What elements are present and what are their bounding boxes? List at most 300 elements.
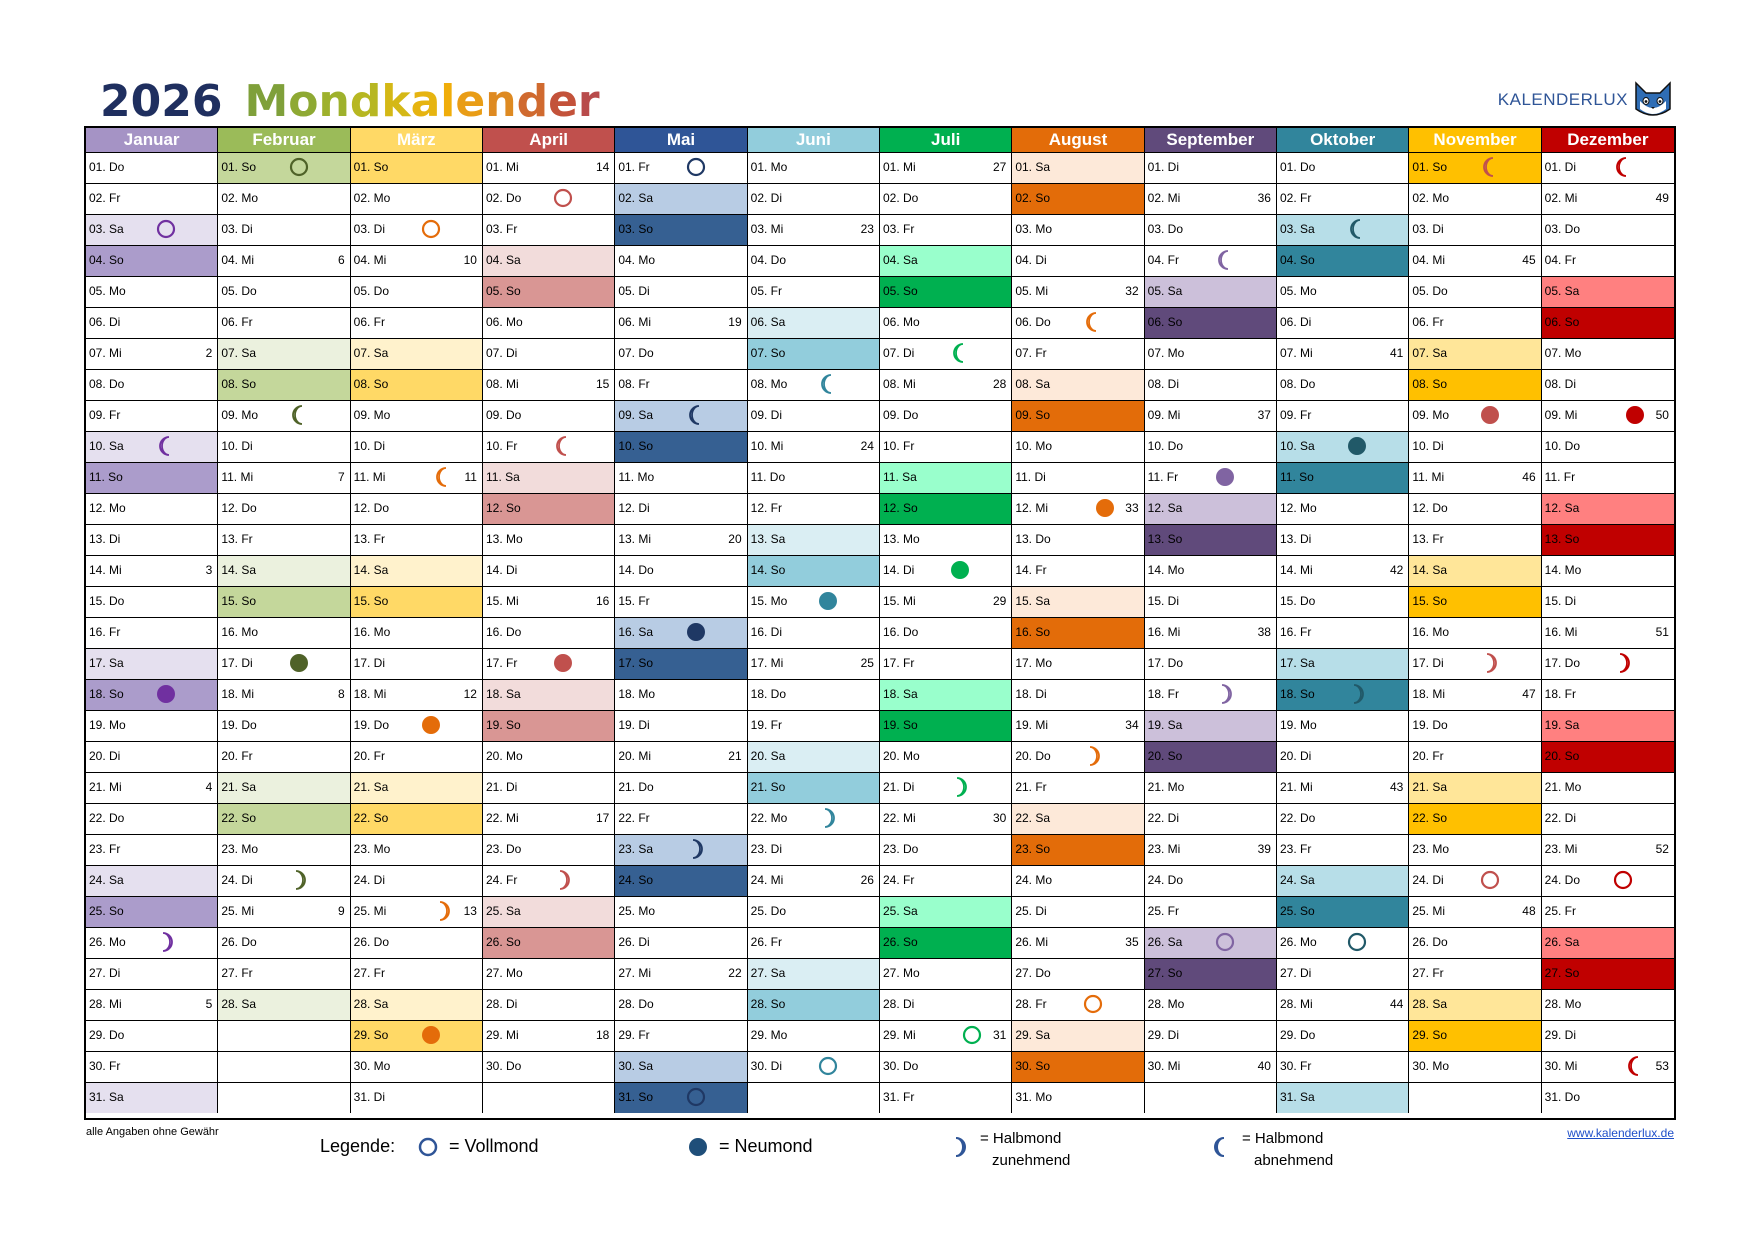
day-label: 22. Fr [618,811,650,825]
day-cell [748,276,880,307]
day-label: 21. Sa [221,780,257,794]
day-label: 03. Do [1544,222,1581,236]
day-cell [880,710,1012,741]
day-label: 29. Mi [883,1028,916,1042]
day-label: 23. Do [883,842,919,856]
day-label: 08. Mi [486,377,519,391]
day-label: 27. Di [89,966,121,980]
day-cell [1277,338,1409,369]
day-cell [1542,648,1674,679]
day-label: 06. Fr [221,315,253,329]
day-cell [351,586,483,617]
day-label: 11. Mi [353,470,386,484]
day-label: 04. Mi [1412,253,1446,267]
day-cell [1542,803,1674,834]
day-label: 03. Fr [883,222,915,236]
day-label: 05. Mi [1015,284,1049,298]
month-header: Oktober [1277,128,1409,152]
day-label: 29. Di [1544,1028,1577,1042]
day-cell [615,555,747,586]
day-label: 30. Sa [618,1059,654,1073]
month-header: Juni [748,128,880,152]
day-label: 24. Mi [750,873,784,887]
day-label: 10. Mo [1015,439,1053,453]
day-label: 22. Mo [750,811,788,825]
brand [1498,78,1674,122]
new-moon-icon [1214,466,1236,488]
day-cell [218,152,350,183]
day-cell [1277,493,1409,524]
day-label: 02. Fr [89,191,121,205]
day-cell [615,741,747,772]
title-letter: r [577,76,600,127]
day-cell [483,834,615,865]
day-cell [748,462,880,493]
waxing-half-moon-icon [1612,652,1634,674]
day-cell [483,710,615,741]
day-label: 14. Sa [353,563,389,577]
week-number: 44 [1389,997,1404,1011]
waning-half-moon-icon [1082,311,1104,333]
day-label: 21. Di [883,780,915,794]
day-label: 05. Mo [1280,284,1317,298]
day-cell [1012,679,1144,710]
day-label: 27. Mo [883,966,920,980]
day-label: 13. Di [89,532,121,546]
day-cell [1012,958,1144,989]
day-label: 23. Mo [221,842,259,856]
day-label: 27. Fr [221,966,253,980]
year-calendar-grid [84,126,1676,1120]
full-moon-icon [552,187,574,209]
day-cell [1409,586,1541,617]
day-label: 18. Sa [486,687,521,701]
day-label: 14. Di [486,563,518,577]
day-label: 03. Do [1147,222,1184,236]
day-label: 29. So [353,1028,389,1042]
month-column-märz [351,128,483,1118]
full-moon-icon [288,156,310,178]
week-number: 32 [1125,284,1139,298]
week-number: 2 [205,346,213,360]
day-cell [615,648,747,679]
day-cell [1145,338,1277,369]
day-cell [218,648,350,679]
day-cell [1542,524,1674,555]
month-column-september [1145,128,1277,1118]
day-label: 30. Mo [353,1059,391,1073]
waning-half-moon-icon [1479,156,1501,178]
day-cell [1145,276,1277,307]
day-label: 28. Mo [1544,997,1582,1011]
day-cell [615,245,747,276]
day-label: 08. Di [1544,377,1577,391]
day-cell [880,617,1012,648]
day-label: 02. Do [883,191,919,205]
day-cell [351,462,483,493]
day-cell [1145,307,1277,338]
day-cell [86,989,218,1020]
day-cell [615,214,747,245]
day-cell [218,958,350,989]
day-label: 19. Do [1412,718,1448,732]
day-cell [483,524,615,555]
waning-half-moon-icon [685,404,707,426]
day-cell [483,772,615,803]
day-cell [1012,772,1144,803]
day-cell [218,1020,350,1051]
day-cell [86,214,218,245]
day-label: 17. Di [221,656,253,670]
day-label: 07. Sa [353,346,389,360]
day-label: 10. Sa [89,439,124,453]
day-label: 09. Mo [1412,408,1450,422]
day-cell [615,524,747,555]
day-label: 24. Mo [1015,873,1053,887]
day-label: 13. Mo [883,532,920,546]
legend-waxing-text2: zunehmend [992,1152,1071,1169]
week-number: 52 [1655,842,1669,856]
day-label: 14. Mo [1544,563,1582,577]
month-header: Februar [218,128,350,152]
day-label: 13. Fr [1412,532,1444,546]
day-label: 23. Mo [353,842,391,856]
day-label: 19. Do [353,718,390,732]
day-cell [615,369,747,400]
day-label: 30. Do [883,1059,919,1073]
day-label: 23. Do [486,842,522,856]
day-cell [218,183,350,214]
day-label: 16. Fr [89,625,121,639]
day-cell [1277,648,1409,679]
day-cell [880,307,1012,338]
day-label: 29. So [1412,1028,1448,1042]
day-cell [483,276,615,307]
day-cell [1409,307,1541,338]
day-cell [615,679,747,710]
day-label: 24. Do [1147,873,1184,887]
full-moon-icon [685,1086,707,1108]
day-label: 20. Do [1015,749,1051,763]
day-cell [351,245,483,276]
day-label: 28. Mi [1280,997,1313,1011]
week-number: 47 [1522,687,1536,701]
day-label: 27. Do [1015,966,1051,980]
day-cell [483,617,615,648]
day-cell [1277,369,1409,400]
day-label: 20. So [1147,749,1183,763]
day-cell [1542,710,1674,741]
day-label: 07. Sa [221,346,257,360]
day-label: 20. Sa [750,749,786,763]
day-cell [483,927,615,958]
day-cell [1277,307,1409,338]
day-label: 25. Mi [1412,904,1446,918]
day-label: 16. Mo [221,625,259,639]
day-cell [86,1020,218,1051]
day-label: 18. Sa [883,687,918,701]
day-cell [1145,152,1277,183]
waning-half-moon-icon [949,342,971,364]
day-cell [1145,617,1277,648]
day-label: 04. Fr [1147,253,1179,267]
day-cell [86,679,218,710]
day-cell [1542,927,1674,958]
day-label: 12. Mo [89,501,126,515]
day-cell [748,710,880,741]
day-cell [615,617,747,648]
day-label: 16. Sa [618,625,654,639]
day-label: 18. Fr [1147,687,1179,701]
new-moon-icon [1346,435,1368,457]
day-label: 16. Do [486,625,522,639]
day-cell [1409,524,1541,555]
day-label: 20. Fr [1412,749,1444,763]
day-label: 30. So [1015,1059,1051,1073]
brand-name: KALENDERLUX [1497,90,1628,109]
day-cell [615,307,747,338]
day-cell [880,369,1012,400]
day-label: 03. Mi [750,222,784,236]
week-number: 15 [595,377,610,391]
day-cell [880,183,1012,214]
day-cell [1012,834,1144,865]
day-label: 26. Mo [89,935,126,949]
day-label: 08. Di [1147,377,1180,391]
full-moon-icon [417,1136,439,1158]
title-letter: a [410,76,441,127]
day-cell [1409,896,1541,927]
day-label: 21. Mi [89,780,122,794]
legend-waning-text1: = Halbmond [1242,1130,1324,1147]
day-cell [86,493,218,524]
day-label: 05. So [486,284,521,298]
day-cell [880,772,1012,803]
day-label: 18. So [89,687,124,701]
day-cell [351,307,483,338]
full-moon-icon [685,156,707,178]
day-label: 06. Mi [618,315,652,329]
title-year: 2026 [100,76,223,127]
day-cell [1409,1082,1541,1113]
week-number: 27 [992,160,1007,174]
day-label: 31. Sa [89,1090,124,1104]
day-label: 11. Sa [486,470,520,484]
day-cell [1409,276,1541,307]
day-label: 03. So [618,222,654,236]
day-cell [218,1082,350,1113]
day-label: 07. Di [883,346,915,360]
month-header: August [1012,128,1144,152]
new-moon-icon [1094,497,1116,519]
day-label: 11. Fr [1544,470,1576,484]
day-cell [1012,617,1144,648]
day-cell [86,617,218,648]
day-label: 02. Mi [1147,191,1181,205]
waxing-half-moon-icon [1479,652,1501,674]
week-number: 40 [1257,1059,1271,1073]
day-cell [351,679,483,710]
week-number: 5 [205,997,213,1011]
day-cell [1277,896,1409,927]
website-link[interactable]: www.kalenderlux.de [1567,1126,1674,1140]
day-label: 19. Di [618,718,650,732]
day-cell [483,183,615,214]
day-cell [748,772,880,803]
day-label: 22. Sa [1015,811,1051,825]
day-label: 11. Mi [221,470,254,484]
day-cell [1542,462,1674,493]
day-cell [615,1051,747,1082]
day-label: 03. Sa [89,222,124,236]
day-cell [218,524,350,555]
day-cell [86,927,218,958]
day-label: 10. Di [1412,439,1444,453]
day-label: 06. Di [1280,315,1312,329]
day-label: 13. Fr [353,532,385,546]
day-label: 23. Fr [1280,842,1312,856]
week-number: 13 [463,904,477,918]
day-cell [1145,400,1277,431]
day-label: 29. Di [1147,1028,1180,1042]
day-label: 21. Fr [1015,780,1047,794]
day-cell [1277,524,1409,555]
day-label: 19. Sa [1147,718,1183,732]
new-moon-icon [817,590,839,612]
day-cell [1145,958,1277,989]
day-cell [1277,400,1409,431]
waning-half-moon-icon [288,404,310,426]
week-number: 8 [337,687,345,701]
day-label: 27. Fr [353,966,385,980]
day-label: 07. Mi [89,346,122,360]
day-label: 05. Do [221,284,257,298]
day-label: 26. Mi [1015,935,1049,949]
day-label: 15. Fr [618,594,650,608]
day-label: 04. Mi [221,253,255,267]
day-label: 18. Mi [1412,687,1446,701]
day-cell [880,152,1012,183]
day-label: 03. Di [1412,222,1444,236]
day-cell [615,276,747,307]
day-cell [748,245,880,276]
day-cell [1145,493,1277,524]
day-label: 09. Do [883,408,919,422]
day-cell [218,927,350,958]
day-label: 19. Mo [89,718,126,732]
cat-logo-icon [1632,79,1674,121]
day-cell [218,586,350,617]
day-cell [1542,865,1674,896]
day-cell [483,400,615,431]
day-label: 20. Mo [486,749,523,763]
day-cell [1542,617,1674,648]
day-label: 08. So [353,377,389,391]
title-letter: d [516,76,549,127]
day-label: 01. Mo [750,160,788,174]
month-column-mai [615,128,747,1118]
day-cell [1145,741,1277,772]
day-cell [483,586,615,617]
day-label: 17. Fr [883,656,915,670]
day-cell [86,462,218,493]
day-label: 12. So [883,501,918,515]
day-label: 05. So [883,284,918,298]
day-label: 30. Mi [1147,1059,1181,1073]
week-number: 6 [337,253,345,267]
day-label: 08. Mo [750,377,788,391]
day-cell [483,338,615,369]
day-label: 27. Di [1280,966,1312,980]
week-number: 17 [595,811,610,825]
day-label: 20. Fr [221,749,253,763]
day-cell [483,245,615,276]
day-label: 15. So [353,594,389,608]
day-label: 11. So [1280,470,1314,484]
day-label: 18. Mi [353,687,387,701]
day-label: 01. Mi [486,160,519,174]
day-label: 06. So [1147,315,1183,329]
day-label: 26. Sa [1544,935,1580,949]
day-label: 13. Di [1280,532,1312,546]
day-label: 13. Mo [486,532,523,546]
day-label: 21. Mo [1544,780,1582,794]
day-cell [1277,245,1409,276]
day-cell [86,1051,218,1082]
legend-new-moon-text: = Neumond [719,1136,813,1156]
week-number: 16 [595,594,610,608]
day-cell [748,1020,880,1051]
day-cell [1409,1020,1541,1051]
day-label: 04. Mo [618,253,656,267]
week-number: 24 [860,439,874,453]
day-cell [218,307,350,338]
day-label: 23. Sa [618,842,654,856]
day-label: 23. So [1015,842,1051,856]
day-cell [86,865,218,896]
month-column-januar [86,128,218,1118]
new-moon-icon [1479,404,1501,426]
day-cell [218,741,350,772]
day-cell [1542,555,1674,586]
day-cell [1277,1051,1409,1082]
full-moon-icon [1612,869,1634,891]
day-cell [1542,276,1674,307]
day-label: 22. Do [1280,811,1316,825]
day-cell [483,493,615,524]
day-cell [86,741,218,772]
day-cell [1145,462,1277,493]
month-column-august [1012,128,1144,1118]
day-label: 02. Sa [618,191,654,205]
day-label: 06. Mo [486,315,523,329]
day-label: 18. Fr [1544,687,1576,701]
day-label: 07. Mo [1147,346,1185,360]
day-cell [1012,462,1144,493]
day-label: 29. Mo [750,1028,788,1042]
day-cell [1277,555,1409,586]
day-label: 06. Fr [353,315,385,329]
day-label: 27. So [1147,966,1183,980]
day-label: 02. Mi [1544,191,1578,205]
day-cell [1542,1020,1674,1051]
day-label: 24. Do [1544,873,1581,887]
waxing-half-moon-icon [1082,745,1104,767]
day-cell [1277,834,1409,865]
day-cell [1542,431,1674,462]
day-cell [1542,1051,1674,1082]
day-cell [1012,183,1144,214]
